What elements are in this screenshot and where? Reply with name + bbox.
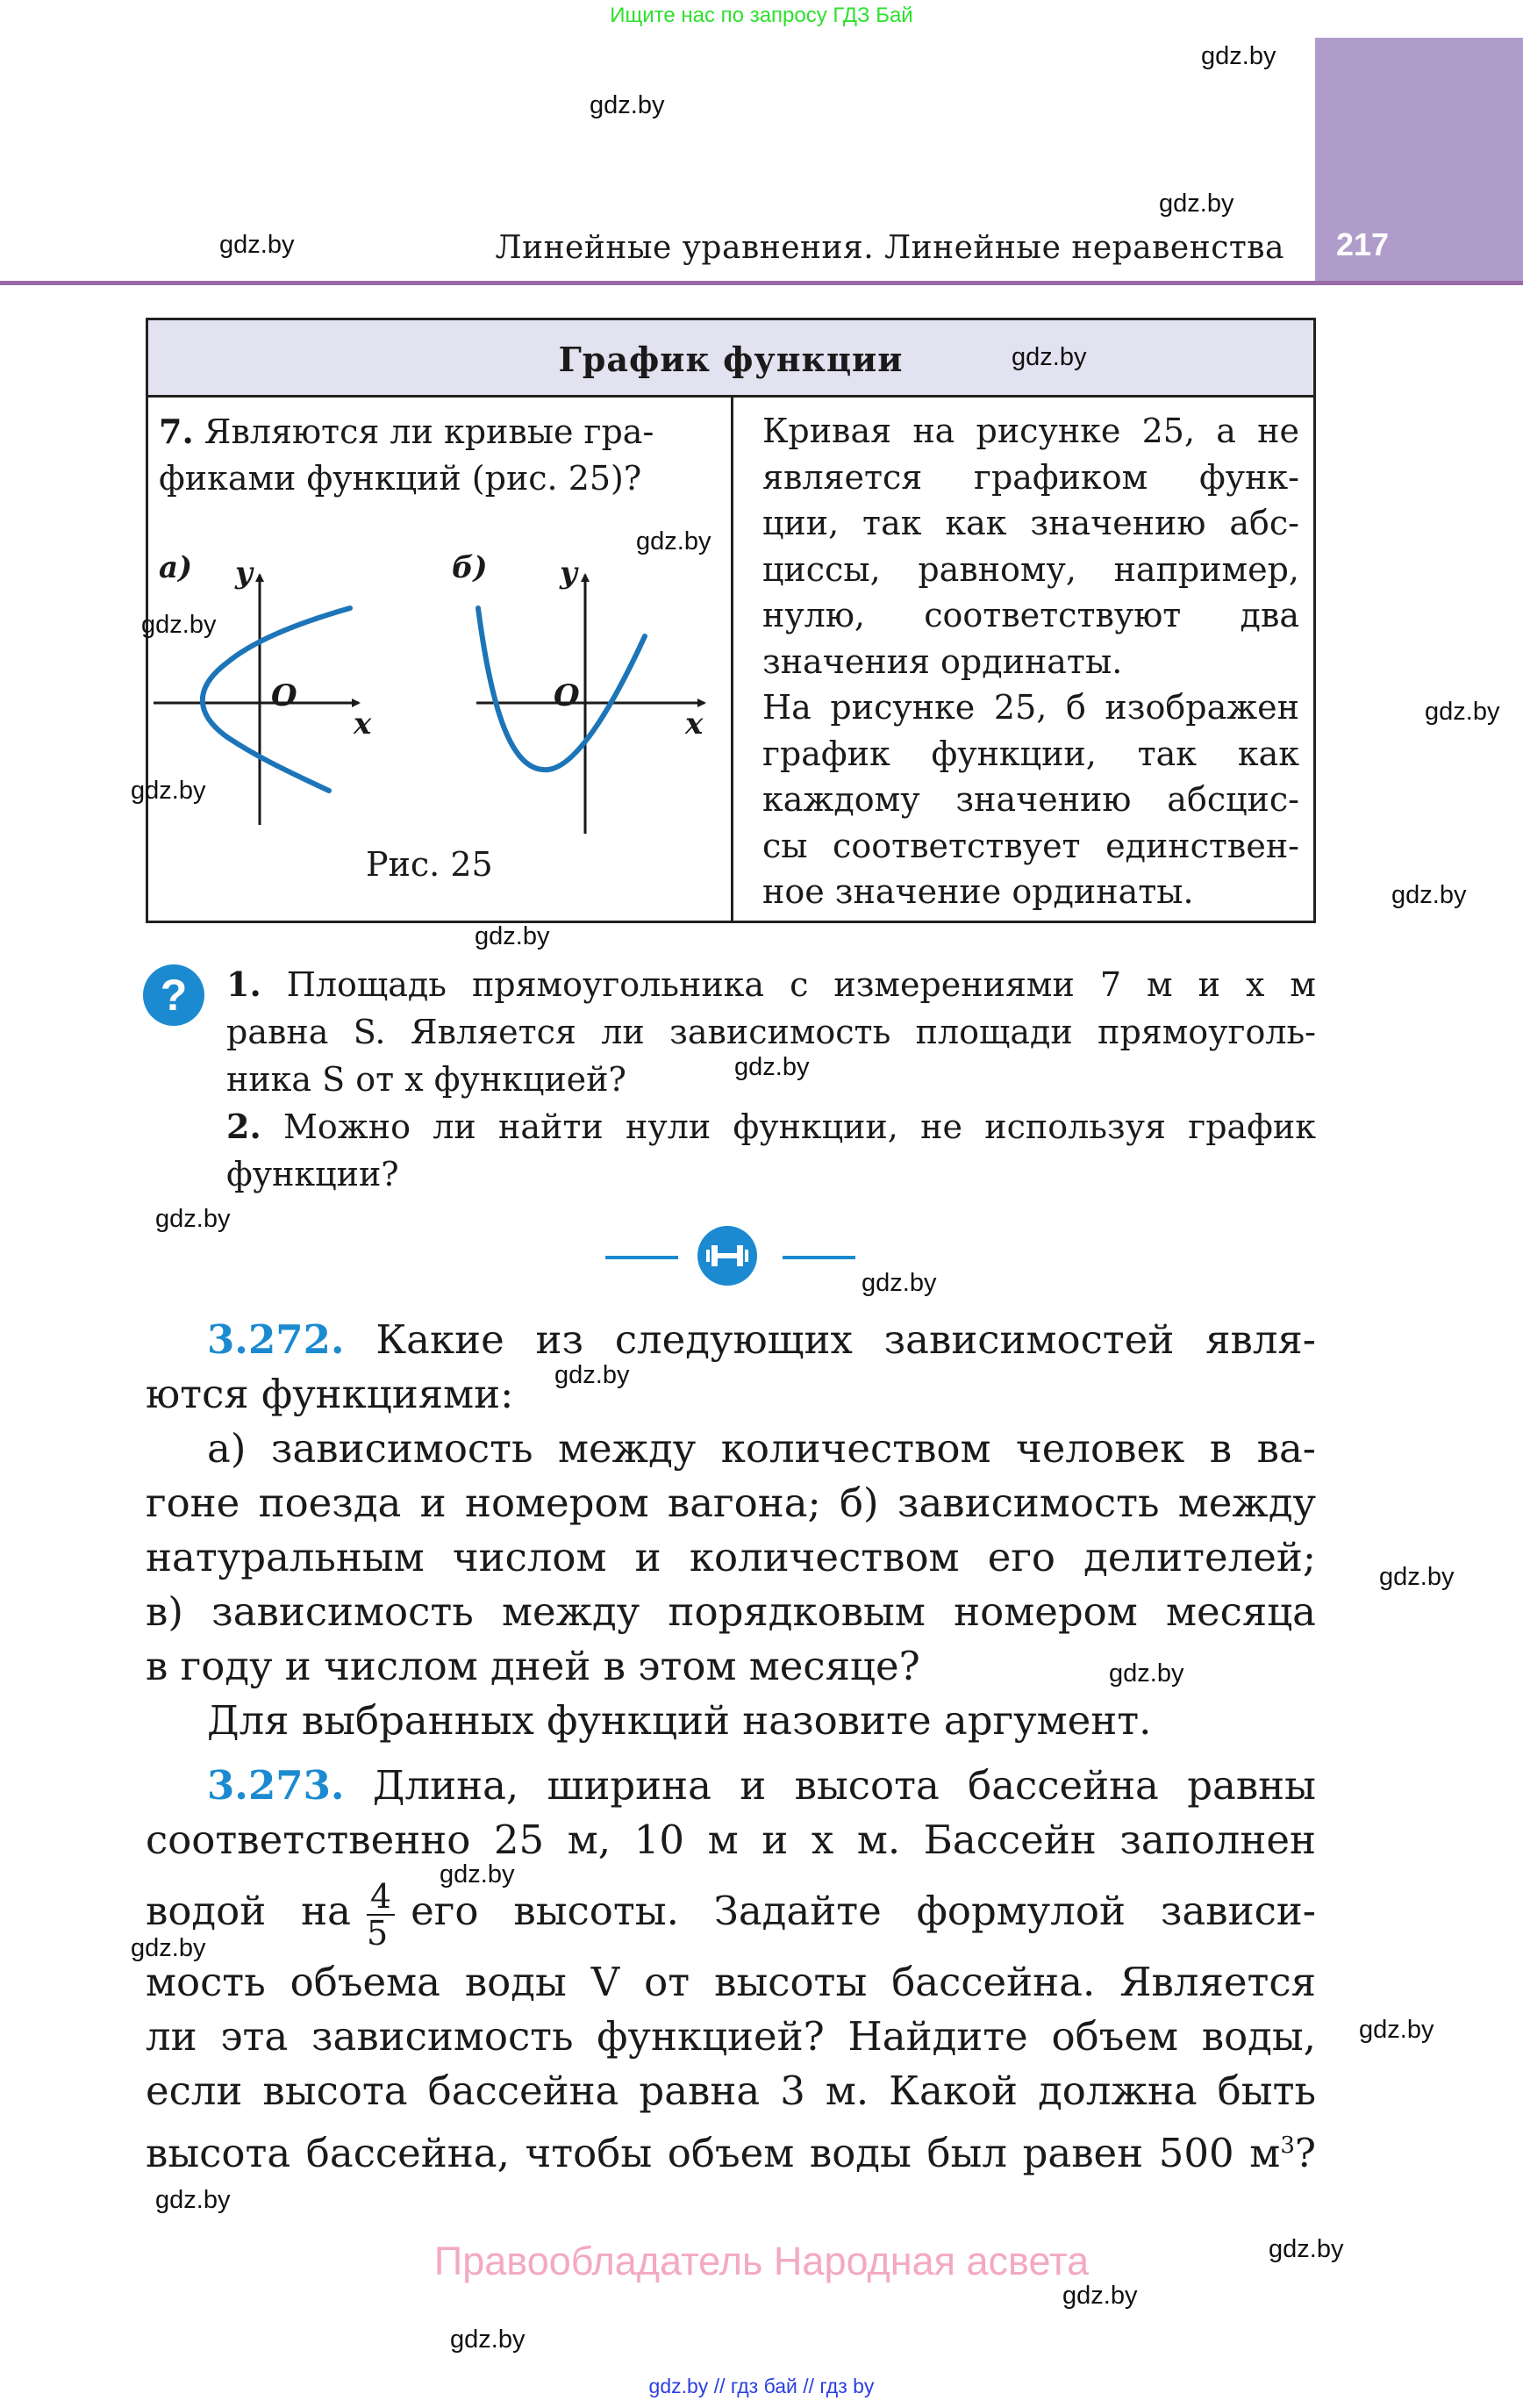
- answer-line: ции, так как значению абс-: [762, 504, 1299, 542]
- watermark: gdz.by: [1391, 881, 1467, 909]
- exercise-number: 3.272.: [207, 1316, 345, 1363]
- exercise-text: высота бассейна, чтобы объем воды был равен 500 м: [146, 2130, 1281, 2176]
- question-number: 7.: [159, 412, 194, 451]
- exercise-text: водой на: [146, 1888, 351, 1934]
- answer-line: нулю, соответствуют два: [762, 596, 1299, 634]
- fraction-denominator: 5: [366, 1913, 389, 1953]
- function-graph-table: [146, 318, 1316, 923]
- watermark: gdz.by: [155, 2186, 231, 2214]
- exercise-line: Для выбранных функций назовите аргумент.: [207, 1697, 1152, 1744]
- watermark: gdz.by: [475, 922, 550, 950]
- question-line-2: фиками функций (рис. 25)?: [159, 459, 642, 498]
- page-number: 217: [1336, 226, 1390, 262]
- watermark: gdz.by: [590, 91, 665, 119]
- exercise-text: его высоты. Задайте формулой зависи-: [411, 1888, 1316, 1934]
- answer-cell: [762, 408, 1299, 915]
- watermark: gdz.by: [450, 2326, 526, 2354]
- watermark: gdz.by: [141, 611, 217, 639]
- review-question-2-number: 2.: [226, 1107, 261, 1146]
- review-question-1-line: равна S. Является ли зависимость площади прямоуголь-: [226, 1013, 1316, 1051]
- figure-label-b: б): [452, 550, 488, 585]
- axis-y-label-a: y: [235, 555, 253, 591]
- axis-x-label-a: x: [354, 706, 372, 742]
- question-cell: [159, 408, 720, 502]
- watermark: gdz.by: [734, 1053, 810, 1081]
- review-question-1-number: 1.: [226, 964, 261, 1004]
- answer-line: На рисунке 25, б изображен: [762, 688, 1299, 727]
- watermark: gdz.by: [1379, 1563, 1455, 1591]
- exercise-line: натуральным числом и количеством его делителей;: [146, 1534, 1316, 1580]
- watermark: gdz.by: [1359, 2016, 1434, 2044]
- watermark: gdz.by: [554, 1361, 630, 1389]
- answer-line: каждому значению абсцис-: [762, 780, 1299, 819]
- exercise-line: в) зависимость между порядковым номером месяца: [146, 1588, 1316, 1635]
- question-line-1: Являются ли кривые гра-: [204, 412, 654, 451]
- watermark: gdz.by: [1425, 698, 1500, 726]
- exercise-line: гоне поезда и номером вагона; б) зависимость между: [146, 1480, 1316, 1526]
- fraction: [366, 1876, 395, 1953]
- exercise-line: мость объема воды V от высоты бассейна. Является: [146, 1959, 1316, 2005]
- exercise-number: 3.273.: [207, 1762, 345, 1809]
- review-question-1-line: [226, 961, 1316, 1008]
- exercise-line: если высота бассейна равна 3 м. Какой должна быть: [146, 2068, 1316, 2114]
- running-title: Линейные уравнения. Линейные неравенства: [495, 230, 1284, 266]
- watermark: gdz.by: [131, 1934, 206, 1962]
- answer-line: график функции, так как: [762, 734, 1299, 773]
- review-question-2-line: [226, 1103, 1316, 1150]
- review-question-2-text: Можно ли найти нули функции, не используя график: [283, 1107, 1316, 1146]
- watermark: gdz.by: [131, 777, 206, 805]
- divider-line-right: [783, 1256, 855, 1259]
- top-banner[interactable]: Ищите нас по запросу ГДЗ Бай: [610, 4, 913, 27]
- graph-b: [476, 575, 704, 834]
- review-question-1-line: ника S от x функцией?: [226, 1060, 626, 1099]
- axis-x-label-b: x: [685, 706, 704, 742]
- review-question-1-text: Площадь прямоугольника с измерениями 7 м и x м: [286, 965, 1316, 1004]
- answer-line: циссы, равному, например,: [762, 549, 1299, 589]
- origin-label-b: O: [554, 678, 580, 713]
- question-icon: ?: [143, 964, 204, 1026]
- figure-caption: Рис. 25: [366, 845, 493, 884]
- answer-line: является графиком функ-: [762, 457, 1299, 497]
- table-header: [148, 320, 1313, 398]
- answer-line: сы соответствует единствен-: [762, 826, 1299, 865]
- dumbbell-icon: [697, 1226, 757, 1286]
- exercise-text: Какие из следующих зависимостей явля-: [375, 1316, 1316, 1363]
- footer-links[interactable]: gdz.by // гдз бай // гдз by: [648, 2375, 875, 2397]
- exercise-line: соответственно 25 м, 10 м и x м. Бассейн заполнен: [146, 1817, 1316, 1863]
- end-mark: ?: [1294, 2130, 1316, 2176]
- watermark: gdz.by: [636, 527, 711, 555]
- exercise-3-273: [146, 1759, 1316, 2181]
- watermark: gdz.by: [1201, 42, 1276, 70]
- superscript: 3: [1280, 2132, 1295, 2159]
- watermark: gdz.by: [1159, 190, 1234, 218]
- divider-line-left: [605, 1256, 678, 1259]
- exercise-line: ются функциями:: [146, 1371, 514, 1417]
- fraction-numerator: 4: [367, 1879, 395, 1916]
- exercise-line: в году и числом дней в этом месяце?: [146, 1643, 920, 1689]
- exercise-line: [146, 1759, 1316, 1813]
- column-divider: [731, 398, 733, 921]
- review-question-2-line: функции?: [226, 1155, 399, 1193]
- exercise-line: [146, 1313, 1316, 1367]
- watermark: gdz.by: [1109, 1659, 1184, 1688]
- answer-line: Кривая на рисунке 25, а не: [762, 412, 1299, 450]
- exercise-text: Длина, ширина и высота бассейна равны: [372, 1762, 1316, 1809]
- watermark: gdz.by: [1012, 343, 1087, 371]
- axis-y-label-b: y: [560, 555, 577, 591]
- table-title: График функции: [558, 340, 904, 379]
- watermark: gdz.by: [219, 231, 295, 259]
- exercise-line: [146, 2118, 1316, 2181]
- watermark: gdz.by: [440, 1860, 515, 1888]
- answer-line: ное значение ординаты.: [762, 872, 1194, 911]
- watermark: gdz.by: [1269, 2235, 1344, 2263]
- exercise-line: ли эта зависимость функцией? Найдите объем воды,: [146, 2013, 1316, 2060]
- exercise-line: а) зависимость между количеством человек в ва-: [207, 1425, 1316, 1472]
- watermark: gdz.by: [1062, 2282, 1138, 2310]
- exercise-line: [146, 1867, 1316, 1955]
- rights-holder: Правообладатель Народная асвета: [433, 2239, 1090, 2283]
- origin-label-a: O: [271, 678, 297, 713]
- figure-label-a: а): [159, 550, 193, 585]
- watermark: gdz.by: [155, 1205, 231, 1233]
- watermark: gdz.by: [862, 1269, 937, 1297]
- header-rule: [0, 281, 1523, 285]
- answer-line: значения ординаты.: [762, 641, 1123, 681]
